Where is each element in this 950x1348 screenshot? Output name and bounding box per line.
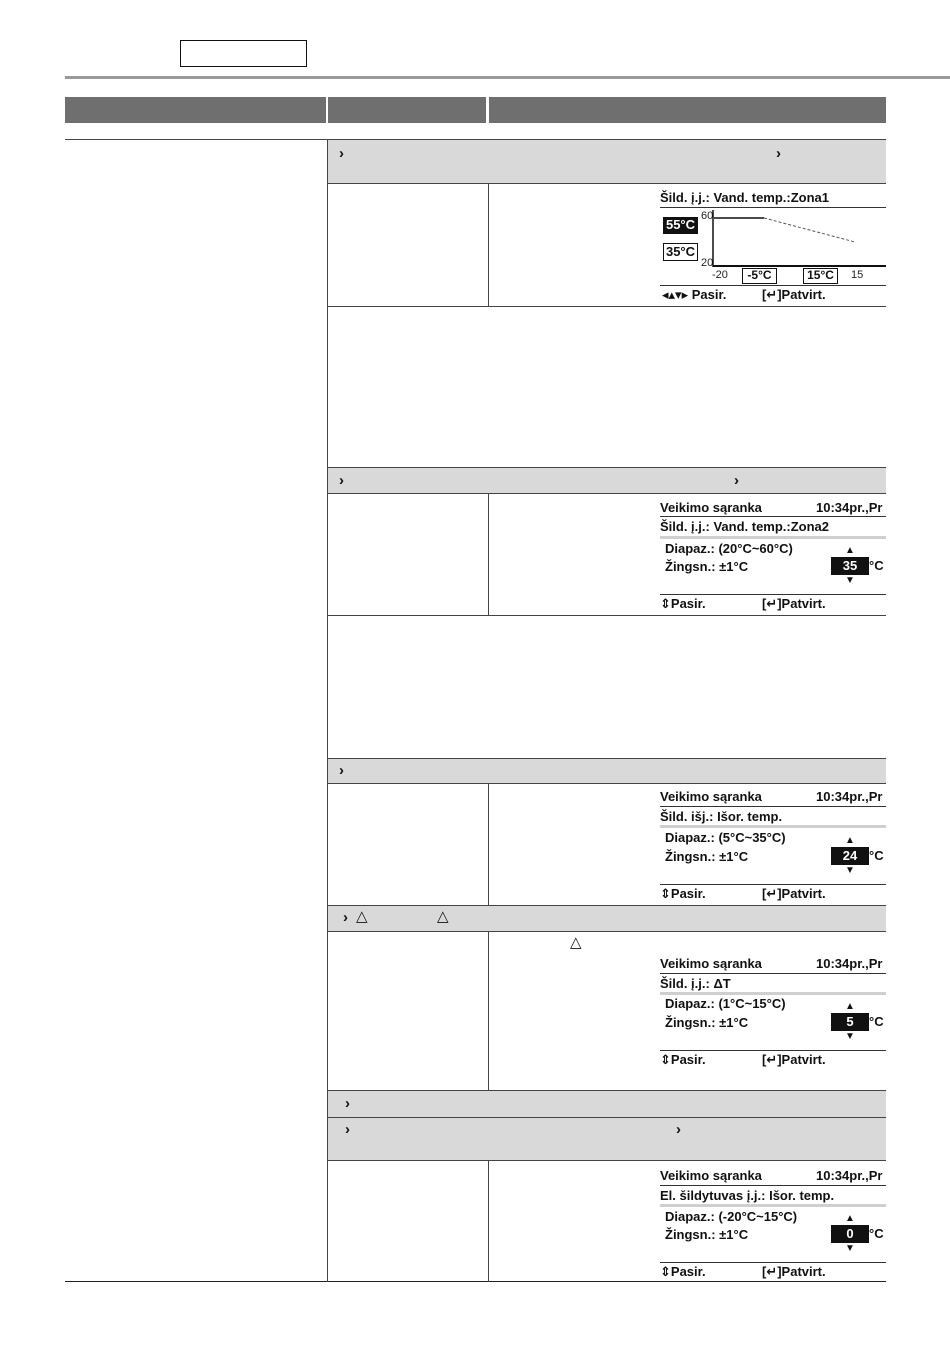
section-band-3 [328,758,886,784]
table-bottom-rule [65,1281,886,1282]
screen5-step: Žingsn.: ±1°C [665,1227,749,1242]
column-header-3 [489,97,886,123]
screen4-title: Šild. į.j.: ΔT [660,976,731,991]
screen5-header-right: 10:34pr.,Pr [816,1168,883,1183]
screen4-up-arrow-icon[interactable]: ▲ [845,1001,855,1012]
section-band-1 [328,140,886,184]
screen2-title-bar [660,536,886,539]
screen2-header-left: Veikimo sąranka [660,500,762,515]
screen1-y-bottom-tick: 20 [701,257,714,269]
band5-chevron-left: › [345,1095,350,1112]
header-rule [65,76,950,79]
screen1-title: Šild. į.j.: Vand. temp.:Zona1 [660,190,830,205]
section-band-6 [328,1117,886,1161]
screen3-value[interactable]: 24 [831,847,869,865]
screen4-title-bar [660,992,886,995]
screen4-footer-rule [660,1050,886,1051]
screen2-unit: °C [869,558,884,573]
screen2-up-arrow-icon[interactable]: ▲ [845,545,855,556]
graph-slope-segment [764,218,855,242]
screen4-down-arrow-icon[interactable]: ▼ [845,1031,855,1042]
band2-chevron-left: › [339,472,344,489]
screen2-header-right: 10:34pr.,Pr [816,500,883,515]
screen4-header-rule [660,973,886,974]
screen4-value[interactable]: 5 [831,1013,869,1031]
screen5-footer-nav: ⇕Pasir. [660,1264,706,1279]
screen4-unit: °C [869,1014,884,1029]
column-divider-2-row3 [488,784,489,905]
screen3-range: Diapaz.: (5°C~35°C) [665,830,786,845]
band4-delta-symbol-2: △ [437,908,449,925]
column-header-2 [328,97,486,123]
screen5-range: Diapaz.: (-20°C~15°C) [665,1209,798,1224]
column-divider-2-row5 [488,1161,489,1282]
band2-chevron-right: › [734,472,739,489]
screen5-value[interactable]: 0 [831,1225,869,1243]
screen3-footer-nav: ⇕Pasir. [660,886,706,901]
screen1-footer-rule [660,285,886,286]
band6-chevron-left: › [345,1121,350,1138]
column-divider-2-row4 [488,932,489,1090]
screen4-step: Žingsn.: ±1°C [665,1015,749,1030]
screen2-step: Žingsn.: ±1°C [665,559,749,574]
header-title-box [180,40,307,67]
row-rule-1 [328,306,886,307]
screen3-header-left: Veikimo sąranka [660,789,762,804]
screen1-x-sel-left[interactable]: -5°C [742,268,777,284]
screen1-top-value[interactable]: 55°C [663,217,698,234]
screen5-footer-rule [660,1262,886,1263]
screen1-bottom-value[interactable]: 35°C [663,243,698,261]
screen5-header-rule [660,1185,886,1186]
screen2-title: Šild. į.j.: Vand. temp.:Zona2 [660,519,830,534]
column-divider-2-row2 [488,494,489,615]
section-band-4 [328,905,886,932]
screen3-title: Šild. išj.: Išor. temp. [660,809,783,824]
screen3-header-rule [660,806,886,807]
screen1-title-rule [660,207,886,208]
screen4-header-right: 10:34pr.,Pr [816,956,883,971]
screen1-x-right-tick: 15 [851,269,864,281]
column-divider-2-row1 [488,184,489,306]
band3-chevron-left: › [339,762,344,779]
screen3-footer-rule [660,884,886,885]
section-band-5 [328,1090,886,1117]
band6-chevron-right: › [676,1121,681,1138]
screen3-down-arrow-icon[interactable]: ▼ [845,865,855,876]
screen3-header-right: 10:34pr.,Pr [816,789,883,804]
screen5-up-arrow-icon[interactable]: ▲ [845,1213,855,1224]
band1-chevron-left: › [339,145,344,162]
screen1-x-left-tick: -20 [712,269,728,281]
screen3-up-arrow-icon[interactable]: ▲ [845,835,855,846]
band4-delta-symbol-1: △ [356,908,368,925]
screen5-footer-ok[interactable]: [↵]Patvirt. [762,1264,826,1279]
screen2-value[interactable]: 35 [831,557,869,575]
screen1-x-sel-right[interactable]: 15°C [803,268,838,284]
screen1-y-top-tick: 60 [701,210,714,222]
screen2-footer-ok[interactable]: [↵]Patvirt. [762,596,826,611]
screen5-down-arrow-icon[interactable]: ▼ [845,1243,855,1254]
row-rule-2 [328,615,886,616]
screen3-title-bar [660,825,886,828]
band1-chevron-right: › [776,145,781,162]
screen3-unit: °C [869,848,884,863]
screen5-title: El. šildytuvas į.j.: Išor. temp. [660,1188,835,1203]
screen4-range: Diapaz.: (1°C~15°C) [665,996,786,1011]
screen4-header-left: Veikimo sąranka [660,956,762,971]
screen2-range: Diapaz.: (20°C~60°C) [665,541,793,556]
screen1-curve-graph [712,210,886,270]
section-band-2 [328,467,886,494]
screen2-header-rule [660,516,886,517]
screen2-footer-nav: ⇕Pasir. [660,596,706,611]
screen4-footer-nav: ⇕Pasir. [660,1052,706,1067]
screen2-footer-rule [660,594,886,595]
screen5-title-bar [660,1204,886,1207]
screen1-footer-nav: ◂▴▾▸ Pasir. [662,287,727,302]
row4-delta-symbol: △ [570,934,582,951]
screen4-footer-ok[interactable]: [↵]Patvirt. [762,1052,826,1067]
band4-chevron-left: › [343,909,348,926]
column-header-1 [65,97,326,123]
screen1-footer-ok[interactable]: [↵]Patvirt. [762,287,826,302]
screen2-down-arrow-icon[interactable]: ▼ [845,575,855,586]
screen3-footer-ok[interactable]: [↵]Patvirt. [762,886,826,901]
screen5-header-left: Veikimo sąranka [660,1168,762,1183]
screen3-step: Žingsn.: ±1°C [665,849,749,864]
screen5-unit: °C [869,1226,884,1241]
